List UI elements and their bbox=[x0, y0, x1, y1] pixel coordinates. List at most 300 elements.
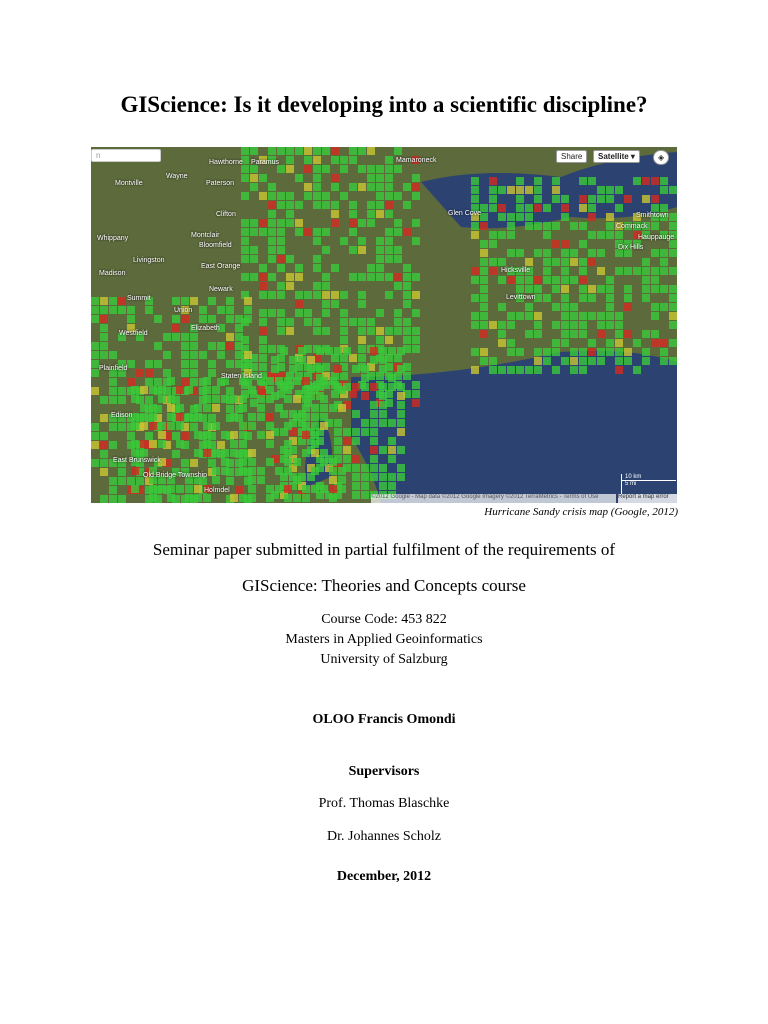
grid-cell bbox=[588, 231, 596, 239]
grid-cell bbox=[340, 237, 348, 245]
grid-cell bbox=[250, 165, 258, 173]
grid-cell bbox=[669, 312, 677, 320]
grid-cell bbox=[471, 177, 479, 185]
map-scale-bar bbox=[621, 474, 676, 494]
grid-cell bbox=[388, 374, 396, 382]
grid-cell bbox=[388, 437, 396, 445]
grid-cell bbox=[322, 246, 330, 254]
grid-cell bbox=[660, 285, 668, 293]
place-label: Levittown bbox=[506, 294, 536, 301]
grid-cell bbox=[361, 383, 369, 391]
grid-cell bbox=[250, 219, 258, 227]
grid-cell bbox=[361, 491, 369, 499]
grid-cell bbox=[340, 156, 348, 164]
grid-cell bbox=[489, 357, 497, 365]
grid-cell bbox=[579, 258, 587, 266]
maptype-label: Satellite bbox=[598, 152, 629, 161]
grid-cell bbox=[379, 365, 387, 373]
grid-cell bbox=[304, 228, 312, 236]
grid-cell bbox=[570, 222, 578, 230]
grid-cell bbox=[331, 210, 339, 218]
report-map-error-link[interactable]: Report a map error bbox=[618, 494, 677, 503]
grid-cell bbox=[286, 273, 294, 281]
grid-cell bbox=[131, 440, 139, 448]
grid-cell bbox=[480, 303, 488, 311]
place-label: Whippany bbox=[97, 235, 129, 242]
grid-cell bbox=[385, 174, 393, 182]
grid-cell bbox=[379, 419, 387, 427]
grid-cell bbox=[194, 431, 202, 439]
grid-cell bbox=[471, 312, 479, 320]
grid-cell bbox=[145, 369, 153, 377]
grid-cell bbox=[370, 383, 378, 391]
grid-cell bbox=[149, 404, 157, 412]
grid-cell bbox=[388, 383, 396, 391]
grid-cell bbox=[248, 422, 256, 430]
grid-cell bbox=[471, 294, 479, 302]
grid-cell bbox=[385, 156, 393, 164]
grid-cell bbox=[394, 309, 402, 317]
grid-cell bbox=[109, 396, 117, 404]
grid-cell bbox=[235, 360, 243, 368]
grid-cell bbox=[552, 195, 560, 203]
grid-cell bbox=[358, 183, 366, 191]
grid-cell bbox=[651, 222, 659, 230]
grid-cell bbox=[100, 396, 108, 404]
grid-cell bbox=[100, 351, 108, 359]
grid-cell bbox=[570, 312, 578, 320]
grid-cell bbox=[203, 404, 211, 412]
place-label: Plainfield bbox=[99, 365, 128, 372]
grid-cell bbox=[158, 431, 166, 439]
grid-cell bbox=[208, 414, 216, 422]
grid-cell bbox=[145, 306, 153, 314]
grid-cell bbox=[361, 365, 369, 373]
grid-cell bbox=[277, 309, 285, 317]
grid-cell bbox=[367, 327, 375, 335]
grid-cell bbox=[642, 276, 650, 284]
grid-cell bbox=[489, 195, 497, 203]
grid-cell bbox=[257, 386, 265, 394]
grid-cell bbox=[489, 204, 497, 212]
grid-cell bbox=[145, 396, 153, 404]
grid-cell bbox=[651, 285, 659, 293]
grid-cell bbox=[163, 369, 171, 377]
grid-cell bbox=[660, 348, 668, 356]
grid-cell bbox=[597, 357, 605, 365]
grid-cell bbox=[226, 387, 234, 395]
grid-cell bbox=[91, 360, 99, 368]
grid-cell bbox=[199, 306, 207, 314]
grid-cell bbox=[331, 183, 339, 191]
map-search-input[interactable]: n bbox=[91, 149, 161, 162]
grid-cell bbox=[149, 386, 157, 394]
grid-cell bbox=[394, 327, 402, 335]
grid-cell bbox=[241, 246, 249, 254]
grid-cell bbox=[624, 267, 632, 275]
grid-cell bbox=[480, 204, 488, 212]
grid-cell bbox=[167, 404, 175, 412]
place-label: East Brunswick bbox=[113, 457, 161, 464]
grid-cell bbox=[311, 422, 319, 430]
grid-cell bbox=[293, 476, 301, 484]
grid-cell bbox=[543, 276, 551, 284]
grid-cell bbox=[651, 330, 659, 338]
grid-cell bbox=[311, 440, 319, 448]
grid-cell bbox=[669, 213, 677, 221]
grid-cell bbox=[543, 357, 551, 365]
grid-cell bbox=[642, 267, 650, 275]
grid-cell bbox=[226, 477, 234, 485]
grid-cell bbox=[244, 360, 252, 368]
grid-cell bbox=[259, 291, 267, 299]
grid-cell bbox=[403, 318, 411, 326]
grid-cell bbox=[412, 183, 420, 191]
grid-cell bbox=[257, 476, 265, 484]
grid-cell bbox=[239, 494, 247, 502]
grid-cell bbox=[268, 309, 276, 317]
grid-cell bbox=[552, 276, 560, 284]
grid-cell bbox=[208, 342, 216, 350]
grid-cell bbox=[322, 309, 330, 317]
grid-cell bbox=[194, 413, 202, 421]
grid-cell bbox=[660, 186, 668, 194]
grid-cell bbox=[190, 351, 198, 359]
grid-cell bbox=[289, 356, 297, 364]
grid-cell bbox=[259, 264, 267, 272]
grid-cell bbox=[167, 485, 175, 493]
grid-cell bbox=[320, 458, 328, 466]
grid-cell bbox=[660, 339, 668, 347]
grid-cell bbox=[190, 360, 198, 368]
grid-cell bbox=[286, 165, 294, 173]
grid-cell bbox=[313, 192, 321, 200]
grid-cell bbox=[277, 264, 285, 272]
grid-cell bbox=[633, 339, 641, 347]
grid-cell bbox=[651, 267, 659, 275]
grid-cell bbox=[158, 485, 166, 493]
grid-cell bbox=[651, 204, 659, 212]
grid-cell bbox=[331, 147, 339, 155]
grid-cell bbox=[257, 467, 265, 475]
supervisor-2: Dr. Johannes Scholz bbox=[327, 829, 441, 844]
grid-cell bbox=[217, 306, 225, 314]
grid-cell bbox=[615, 366, 623, 374]
grid-cell bbox=[109, 387, 117, 395]
grid-cell bbox=[352, 473, 360, 481]
grid-cell bbox=[370, 419, 378, 427]
grid-cell bbox=[208, 315, 216, 323]
grid-cell bbox=[334, 419, 342, 427]
grid-cell bbox=[118, 387, 126, 395]
grid-cell bbox=[507, 366, 515, 374]
grid-cell bbox=[140, 422, 148, 430]
grid-cell bbox=[163, 351, 171, 359]
grid-cell bbox=[633, 267, 641, 275]
grid-cell bbox=[498, 303, 506, 311]
grid-cell bbox=[370, 455, 378, 463]
grid-cell bbox=[100, 441, 108, 449]
grid-cell bbox=[480, 222, 488, 230]
grid-cell bbox=[367, 219, 375, 227]
grid-cell bbox=[397, 365, 405, 373]
grid-cell bbox=[525, 285, 533, 293]
grid-cell bbox=[118, 306, 126, 314]
grid-cell bbox=[235, 333, 243, 341]
grid-cell bbox=[579, 204, 587, 212]
place-label: Commack bbox=[616, 223, 648, 230]
program-name: Masters in Applied Geoinformatics bbox=[285, 632, 483, 647]
grid-cell bbox=[597, 321, 605, 329]
grid-cell bbox=[158, 440, 166, 448]
grid-cell bbox=[543, 267, 551, 275]
grid-cell bbox=[397, 419, 405, 427]
grid-cell bbox=[304, 318, 312, 326]
grid-cell bbox=[212, 449, 220, 457]
grid-cell bbox=[606, 231, 614, 239]
grid-cell bbox=[570, 249, 578, 257]
place-label: East Orange bbox=[201, 263, 241, 270]
grid-cell bbox=[307, 365, 315, 373]
grid-cell bbox=[338, 476, 346, 484]
grid-cell bbox=[588, 258, 596, 266]
grid-cell bbox=[642, 258, 650, 266]
grid-cell bbox=[633, 177, 641, 185]
grid-cell bbox=[293, 494, 301, 502]
grid-cell bbox=[489, 186, 497, 194]
grid-cell bbox=[480, 330, 488, 338]
grid-cell bbox=[534, 177, 542, 185]
grid-cell bbox=[322, 300, 330, 308]
grid-cell bbox=[322, 291, 330, 299]
grid-cell bbox=[516, 186, 524, 194]
grid-cell bbox=[343, 455, 351, 463]
grid-cell bbox=[172, 297, 180, 305]
grid-cell bbox=[388, 419, 396, 427]
grid-cell bbox=[118, 468, 126, 476]
grid-cell bbox=[651, 339, 659, 347]
grid-cell bbox=[212, 386, 220, 394]
grid-cell bbox=[642, 357, 650, 365]
grid-cell bbox=[241, 192, 249, 200]
grid-cell bbox=[284, 449, 292, 457]
grid-cell bbox=[669, 321, 677, 329]
maptype-select[interactable]: Satellite ▾ bbox=[593, 150, 640, 163]
share-button[interactable]: Share bbox=[556, 150, 587, 163]
place-label: Dix Hills bbox=[618, 244, 644, 251]
grid-cell bbox=[376, 255, 384, 263]
grid-cell bbox=[349, 390, 357, 398]
grid-cell bbox=[367, 210, 375, 218]
grid-cell bbox=[322, 327, 330, 335]
grid-cell bbox=[606, 276, 614, 284]
grid-cell bbox=[561, 249, 569, 257]
grid-cell bbox=[277, 291, 285, 299]
grid-cell bbox=[588, 285, 596, 293]
grid-cell bbox=[367, 273, 375, 281]
grid-cell bbox=[352, 410, 360, 418]
grid-cell bbox=[331, 300, 339, 308]
grid-cell bbox=[259, 354, 267, 362]
grid-cell bbox=[190, 459, 198, 467]
grid-cell bbox=[295, 273, 303, 281]
grid-cell bbox=[176, 386, 184, 394]
grid-cell bbox=[606, 285, 614, 293]
university-name: University of Salzburg bbox=[320, 652, 448, 667]
grid-cell bbox=[349, 219, 357, 227]
grid-cell bbox=[385, 273, 393, 281]
grid-cell bbox=[284, 386, 292, 394]
grid-cell bbox=[203, 449, 211, 457]
grid-cell bbox=[370, 437, 378, 445]
grid-cell bbox=[403, 273, 411, 281]
grid-cell bbox=[268, 192, 276, 200]
grid-cell bbox=[149, 440, 157, 448]
grid-cell bbox=[259, 273, 267, 281]
grid-cell bbox=[343, 347, 351, 355]
grid-cell bbox=[250, 228, 258, 236]
grid-cell bbox=[358, 246, 366, 254]
grid-cell bbox=[235, 351, 243, 359]
grid-cell bbox=[361, 392, 369, 400]
grid-cell bbox=[624, 357, 632, 365]
grid-cell bbox=[250, 273, 258, 281]
grid-cell bbox=[91, 441, 99, 449]
grid-cell bbox=[241, 228, 249, 236]
grid-cell bbox=[127, 432, 135, 440]
grid-cell bbox=[579, 195, 587, 203]
grid-cell bbox=[340, 318, 348, 326]
grid-cell bbox=[633, 366, 641, 374]
grid-cell bbox=[498, 258, 506, 266]
grid-cell bbox=[286, 201, 294, 209]
grid-cell bbox=[118, 423, 126, 431]
grid-cell bbox=[379, 401, 387, 409]
grid-cell bbox=[352, 428, 360, 436]
grid-cell bbox=[480, 258, 488, 266]
grid-cell bbox=[338, 404, 346, 412]
grid-cell bbox=[525, 258, 533, 266]
grid-cell bbox=[498, 330, 506, 338]
grid-cell bbox=[320, 449, 328, 457]
grid-cell bbox=[286, 147, 294, 155]
grid-cell bbox=[385, 228, 393, 236]
grid-cell bbox=[498, 321, 506, 329]
grid-cell bbox=[361, 464, 369, 472]
grid-cell bbox=[388, 482, 396, 490]
grid-cell bbox=[597, 195, 605, 203]
grid-cell bbox=[284, 485, 292, 493]
grid-cell bbox=[100, 468, 108, 476]
grid-cell bbox=[190, 369, 198, 377]
grid-cell bbox=[367, 174, 375, 182]
grid-cell bbox=[302, 494, 310, 502]
grid-cell bbox=[295, 300, 303, 308]
grid-cell bbox=[250, 183, 258, 191]
grid-cell bbox=[561, 312, 569, 320]
grid-cell bbox=[208, 297, 216, 305]
grid-cell bbox=[561, 204, 569, 212]
grid-cell bbox=[358, 318, 366, 326]
grid-cell bbox=[498, 231, 506, 239]
grid-cell bbox=[266, 431, 274, 439]
grid-cell bbox=[471, 276, 479, 284]
grid-cell bbox=[489, 258, 497, 266]
grid-cell bbox=[241, 255, 249, 263]
grid-cell bbox=[259, 174, 267, 182]
grid-cell bbox=[352, 491, 360, 499]
grid-cell bbox=[340, 354, 348, 362]
grid-cell bbox=[588, 213, 596, 221]
grid-cell bbox=[316, 365, 324, 373]
pan-control-icon[interactable]: ◈ bbox=[653, 150, 669, 165]
grid-cell bbox=[561, 339, 569, 347]
grid-cell bbox=[669, 267, 677, 275]
grid-cell bbox=[241, 237, 249, 245]
grid-cell bbox=[507, 213, 515, 221]
grid-cell bbox=[131, 449, 139, 457]
grid-cell bbox=[208, 360, 216, 368]
grid-cell bbox=[543, 258, 551, 266]
grid-cell bbox=[167, 377, 175, 385]
grid-cell bbox=[525, 303, 533, 311]
grid-cell bbox=[131, 485, 139, 493]
grid-cell bbox=[329, 494, 337, 502]
grid-cell bbox=[397, 401, 405, 409]
grid-cell bbox=[588, 312, 596, 320]
satellite-map bbox=[91, 147, 677, 503]
grid-cell bbox=[322, 165, 330, 173]
grid-cell bbox=[385, 246, 393, 254]
grid-cell bbox=[100, 333, 108, 341]
grid-cell bbox=[397, 446, 405, 454]
grid-cell bbox=[358, 273, 366, 281]
grid-cell bbox=[412, 399, 420, 407]
supervisor-1: Prof. Thomas Blaschke bbox=[318, 796, 450, 811]
grid-cell bbox=[322, 201, 330, 209]
grid-cell bbox=[91, 423, 99, 431]
grid-cell bbox=[131, 467, 139, 475]
grid-cell bbox=[498, 186, 506, 194]
grid-cell bbox=[320, 422, 328, 430]
grid-cell bbox=[367, 147, 375, 155]
grid-cell bbox=[340, 372, 348, 380]
grid-cell bbox=[176, 440, 184, 448]
grid-cell bbox=[561, 303, 569, 311]
grid-cell bbox=[552, 366, 560, 374]
grid-cell bbox=[516, 249, 524, 257]
grid-cell bbox=[109, 477, 117, 485]
place-label: Wayne bbox=[166, 173, 188, 180]
grid-cell bbox=[302, 377, 310, 385]
grid-cell bbox=[266, 494, 274, 502]
grid-cell bbox=[316, 347, 324, 355]
grid-cell bbox=[127, 360, 135, 368]
grid-cell bbox=[329, 485, 337, 493]
grid-cell bbox=[480, 240, 488, 248]
grid-cell bbox=[412, 192, 420, 200]
grid-cell bbox=[277, 147, 285, 155]
grid-cell bbox=[311, 413, 319, 421]
grid-cell bbox=[109, 378, 117, 386]
grid-cell bbox=[412, 237, 420, 245]
grid-cell bbox=[140, 386, 148, 394]
grid-cell bbox=[367, 165, 375, 173]
grid-cell bbox=[295, 264, 303, 272]
grid-cell bbox=[295, 147, 303, 155]
grid-cell bbox=[259, 219, 267, 227]
grid-cell bbox=[286, 210, 294, 218]
